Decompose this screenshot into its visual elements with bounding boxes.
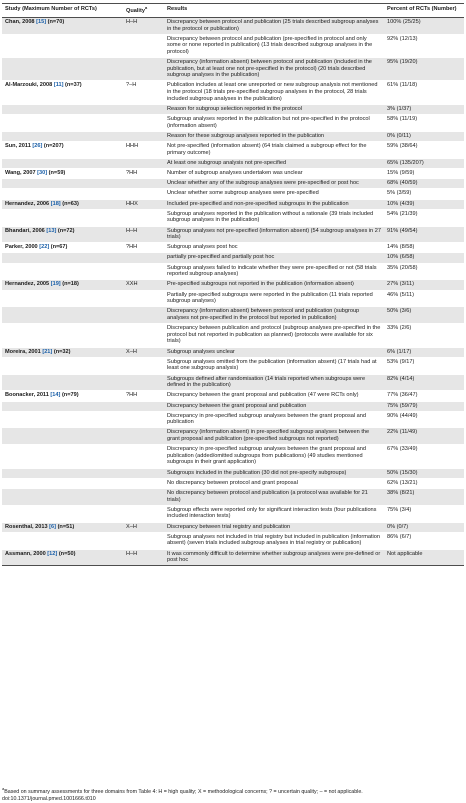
percent-cell: 0% (0/11) [384,131,464,141]
result-cell: Discrepancy between protocol and publication (pre-specified in protocol and only some or none reported in publication) (13 trials described subgroup analyses in the protocol) [164,34,384,57]
table-row [2,104,464,114]
table-row [2,243,464,253]
study-sample-size: (n=79) [61,392,79,399]
result-cell: Discrepancy between the grant proposal and publication (47 were RCTs only) [164,391,384,401]
study-cell [2,489,123,506]
result-cell: Discrepancy (information absent) between protocol and publication (included in the publication, but at least one not pre-specified in the protocol) (20 trials described subgroup analyses in the publication) [164,58,384,81]
percent-cell: 68% (40/59) [384,179,464,189]
study-reference-link[interactable]: [30] [37,169,48,176]
quality-cell [123,468,164,478]
study-cell [2,468,123,478]
result-cell: Subgroup analyses omitted from the publication (information absent) (17 trials had at least one subgroup analysis) [164,357,384,374]
result-cell: Number of subgroup analyses undertaken was unclear [164,168,384,178]
percent-cell: 38% (8/21) [384,489,464,506]
table-row [2,428,464,445]
study-reference-link[interactable]: [21] [42,348,53,355]
results-table [2,3,464,566]
table-row [2,307,464,324]
result-cell: Discrepancy in pre-specified subgroup analyses between the grant proposal and publication [164,411,384,428]
quality-cell: H–H [123,226,164,243]
quality-cell: HHX [123,199,164,209]
quality-cell [123,505,164,522]
study-cell [2,81,123,104]
table-row [2,522,464,532]
table-row [2,290,464,307]
study-cell [2,522,123,532]
percent-cell: 67% (33/49) [384,445,464,468]
quality-cell [123,357,164,374]
study-name: Parker, 2000 [5,244,38,251]
result-cell: Subgroup effects were reported only for significant interaction tests (four publications included interaction tests) [164,505,384,522]
footnote-text-line [2,786,464,796]
study-cell [2,168,123,178]
quality-cell: H–H [123,17,164,34]
result-cell: Publication includes at least one unreported or new subgroup analysis not mentioned in the protocol (18 trials pre-specified subgroup analyses in the protocol, 28 trials included subgroup analyses in the publication) [164,81,384,104]
result-cell: Discrepancy between publication and protocol (subgroup analyses pre-specified in the protocol but not reported in publication as planned) (protocols were available for six trials) [164,324,384,347]
quality-cell [123,263,164,280]
table-row [2,401,464,411]
percent-cell: 86% (6/7) [384,532,464,549]
study-cell [2,549,123,566]
quality-cell [123,428,164,445]
result-cell: Discrepancy between the grant proposal and publication [164,401,384,411]
result-cell: Included pre-specified and non-pre-specified subgroups in the publication [164,199,384,209]
percent-cell: 59% (38/64) [384,142,464,159]
table-row [2,374,464,391]
header-quality-label: Quality [126,7,145,14]
percent-cell: 22% (11/49) [384,428,464,445]
quality-cell [123,189,164,199]
study-name: Hernandez, 2006 [5,200,50,207]
quality-cell [123,411,164,428]
quality-cell: HHH [123,142,164,159]
table-footnote [2,786,464,803]
percent-cell: 27% (3/11) [384,280,464,290]
result-cell: partially pre-specified and partially post hoc [164,253,384,263]
result-cell: Discrepancy (information absent) in pre-specified subgroup analyses between the grant proposal and publication (pre-specified subgroups not reported) [164,428,384,445]
table-row [2,411,464,428]
table-row [2,226,464,243]
table-row [2,131,464,141]
study-reference-link[interactable]: [6] [49,523,56,530]
study-cell [2,391,123,401]
study-cell [2,374,123,391]
percent-cell: 54% (21/39) [384,209,464,226]
study-cell [2,263,123,280]
study-sample-size: (n=32) [53,348,71,355]
study-cell [2,104,123,114]
study-cell [2,142,123,159]
study-name: Boonacker, 2011 [5,392,49,399]
table-row [2,324,464,347]
table-row [2,391,464,401]
study-sample-size: (n=70) [47,18,65,25]
study-cell [2,324,123,347]
header-quality [123,4,164,18]
study-cell [2,253,123,263]
study-reference-link[interactable]: [15] [36,18,47,25]
study-name: Chan, 2008 [5,18,35,25]
study-cell [2,17,123,34]
study-sample-size: (n=37) [65,82,82,89]
quality-cell [123,115,164,132]
quality-cell [123,401,164,411]
percent-cell: 10% (4/39) [384,199,464,209]
quality-cell: X–H [123,347,164,357]
result-cell: Reason for subgroup selection reported in the protocol [164,104,384,114]
percent-cell: 90% (44/49) [384,411,464,428]
quality-cell: ?–H [123,81,164,104]
table-row [2,280,464,290]
study-cell [2,478,123,488]
table-body [2,17,464,565]
result-cell: Unclear whether some subgroup analyses were pre-specified [164,189,384,199]
table-row [2,115,464,132]
study-reference-link[interactable]: [11] [53,82,64,89]
table-row [2,549,464,566]
study-reference-link[interactable]: [13] [46,227,57,234]
result-cell: Unclear whether any of the subgroup analyses were pre-specified or post hoc [164,179,384,189]
study-reference-link[interactable]: [14] [50,392,61,399]
quality-cell [123,58,164,81]
study-cell [2,290,123,307]
quality-cell: ?HH [123,243,164,253]
percent-cell: 50% (15/30) [384,468,464,478]
table-row [2,478,464,488]
table-row [2,17,464,34]
table-row [2,34,464,57]
percent-cell: 53% (9/17) [384,357,464,374]
quality-cell: ?HH [123,168,164,178]
percent-cell: 100% (25/25) [384,17,464,34]
header-quality-marker: a [144,4,148,10]
study-name: Rosenthal, 2013 [5,523,48,530]
study-cell [2,115,123,132]
study-cell [2,131,123,141]
result-cell: Subgroup analyses reported in the publication but not pre-specified in the protocol (information absent) [164,115,384,132]
header-results: Results [164,4,384,18]
table-row [2,347,464,357]
quality-cell [123,290,164,307]
study-cell [2,209,123,226]
percent-cell: 92% (12/13) [384,34,464,57]
study-name: Wang, 2007 [5,169,36,176]
footnote-doi: doi:10.1371/journal.pmed.1001666.t010 [2,795,96,802]
percent-cell: 77% (36/47) [384,391,464,401]
table-row [2,253,464,263]
study-cell [2,189,123,199]
percent-cell: 75% (3/4) [384,505,464,522]
percent-cell: 65% (135/207) [384,158,464,168]
percent-cell: 75% (59/79) [384,401,464,411]
table-row [2,263,464,280]
study-cell [2,199,123,209]
quality-cell: XXH [123,280,164,290]
percent-cell: 3% (1/37) [384,104,464,114]
study-name: Hernandez, 2005 [5,281,50,288]
quality-cell: X–H [123,522,164,532]
table-row [2,468,464,478]
percent-cell: 91% (49/54) [384,226,464,243]
quality-cell [123,209,164,226]
table-row [2,158,464,168]
table-row [2,142,464,159]
study-cell [2,401,123,411]
study-sample-size: (n=207) [43,143,64,150]
table-row [2,81,464,104]
percent-cell: 5% (3/59) [384,189,464,199]
result-cell: Reason for these subgroup analyses reported in the publication [164,131,384,141]
result-cell: Discrepancy between trial registry and publication [164,522,384,532]
result-cell: Subgroup analyses not included in trial registry but included in publication (information absent) (seven trials included subgroup analyses in trial registry or publication) [164,532,384,549]
table-row [2,209,464,226]
study-name: Moreira, 2001 [5,348,41,355]
result-cell: Not pre-specified (information absent) (64 trials claimed a subgroup effect for the primary outcome) [164,142,384,159]
percent-cell: 6% (1/17) [384,347,464,357]
table-row [2,168,464,178]
percent-cell: 95% (19/20) [384,58,464,81]
table-row [2,489,464,506]
quality-cell [123,34,164,57]
quality-cell [123,445,164,468]
table-row [2,445,464,468]
percent-cell: 58% (11/19) [384,115,464,132]
study-reference-link[interactable]: [18] [50,200,61,207]
study-cell [2,505,123,522]
study-sample-size: (n=59) [48,169,66,176]
study-cell [2,34,123,57]
study-sample-size: (n=50) [58,550,76,557]
study-sample-size: (n=72) [57,227,75,234]
table-header [2,4,464,18]
percent-cell: 14% (8/58) [384,243,464,253]
table-row [2,179,464,189]
result-cell: Pre-specified subgroups not reported in the publication (information absent) [164,280,384,290]
quality-cell [123,532,164,549]
study-cell [2,357,123,374]
percent-cell: 50% (3/6) [384,307,464,324]
study-sample-size: (n=18) [62,281,79,288]
table-row [2,189,464,199]
header-row [2,4,464,18]
study-sample-size: (n=67) [50,244,68,251]
study-name: Assmann, 2000 [5,550,46,557]
footnote-text: Based on summary assessments for three domains from Table 4: H = high quality; X = methodological concerns; ? = uncertain quality; – = not applicable. [4,788,363,795]
result-cell: Partially pre-specified subgroups were reported in the publication (11 trials reported subgroup analyses) [164,290,384,307]
quality-cell [123,253,164,263]
study-sample-size: (n=63) [62,200,79,207]
percent-cell: 61% (11/18) [384,81,464,104]
table-row [2,199,464,209]
result-cell: Subgroup analyses not pre-specified (information absent) (54 subgroup analyses in 27 trials) [164,226,384,243]
quality-cell: ?HH [123,391,164,401]
study-cell [2,307,123,324]
percent-cell: 10% (6/58) [384,253,464,263]
study-cell [2,347,123,357]
header-percent: Percent of RCTs (Number) [384,4,464,18]
study-sample-size: (n=51) [57,523,75,530]
quality-cell [123,324,164,347]
study-cell [2,226,123,243]
quality-cell [123,478,164,488]
result-cell: Discrepancy (information absent) between protocol and publication (subgroup analyses not pre-specified in the protocol but reported in publication) [164,307,384,324]
result-cell: Subgroups defined after randomisation (14 trials reported when subgroups were defined in the publication) [164,374,384,391]
table-row [2,505,464,522]
study-name: Al-Marzouki, 2008 [5,82,53,89]
study-cell [2,58,123,81]
quality-cell [123,179,164,189]
study-reference-link[interactable]: [12] [47,550,58,557]
percent-cell: 15% (9/59) [384,168,464,178]
study-reference-link[interactable]: [22] [39,244,50,251]
percent-cell: 46% (5/11) [384,290,464,307]
result-cell: It was commonly difficult to determine whether subgroup analyses were pre-defined or post hoc [164,549,384,566]
percent-cell: 33% (2/6) [384,324,464,347]
quality-cell [123,307,164,324]
percent-cell: 82% (4/14) [384,374,464,391]
quality-cell [123,158,164,168]
result-cell: Discrepancy between protocol and publication (25 trials described subgroup analyses in the protocol or publication) [164,17,384,34]
percent-cell: Not applicable [384,549,464,566]
footnote-marker: a [2,786,5,791]
study-cell [2,411,123,428]
header-study: Study (Maximum Number of RCTs) [2,4,123,18]
study-cell [2,158,123,168]
study-reference-link[interactable]: [26] [32,143,43,150]
result-cell: Subgroup analyses post hoc [164,243,384,253]
study-reference-link[interactable]: [19] [50,281,61,288]
result-cell: No discrepancy between protocol and publication (a protocol was available for 21 trials) [164,489,384,506]
percent-cell: 35% (20/58) [384,263,464,280]
table-row [2,357,464,374]
quality-cell: H–H [123,549,164,566]
result-cell: No discrepancy between protocol and grant proposal [164,478,384,488]
study-name: Bhandari, 2006 [5,227,45,234]
quality-cell [123,374,164,391]
percent-cell: 0% (0/7) [384,522,464,532]
quality-cell [123,131,164,141]
study-cell [2,532,123,549]
result-cell: At least one subgroup analysis not pre-specified [164,158,384,168]
study-cell [2,280,123,290]
study-cell [2,243,123,253]
result-cell: Subgroup analyses failed to indicate whether they were pre-specified or not (58 trials reported subgroup analyses) [164,263,384,280]
result-cell: Subgroup analyses unclear [164,347,384,357]
table-row [2,532,464,549]
quality-cell [123,489,164,506]
percent-cell: 62% (13/21) [384,478,464,488]
table-row [2,58,464,81]
study-cell [2,179,123,189]
study-cell [2,428,123,445]
study-name: Sun, 2011 [5,143,31,150]
study-cell [2,445,123,468]
result-cell: Discrepancy in pre-specified subgroup analyses between the grant proposal and publication (added/omitted subgroups from publications) (49 studies mentioned subgroups in their grant application) [164,445,384,468]
result-cell: Subgroup analyses reported in the publication without a rationale (39 trials included subgroup analyses in the publication) [164,209,384,226]
result-cell: Subgroups included in the publication (30 did not pre-specify subgroups) [164,468,384,478]
quality-cell [123,104,164,114]
